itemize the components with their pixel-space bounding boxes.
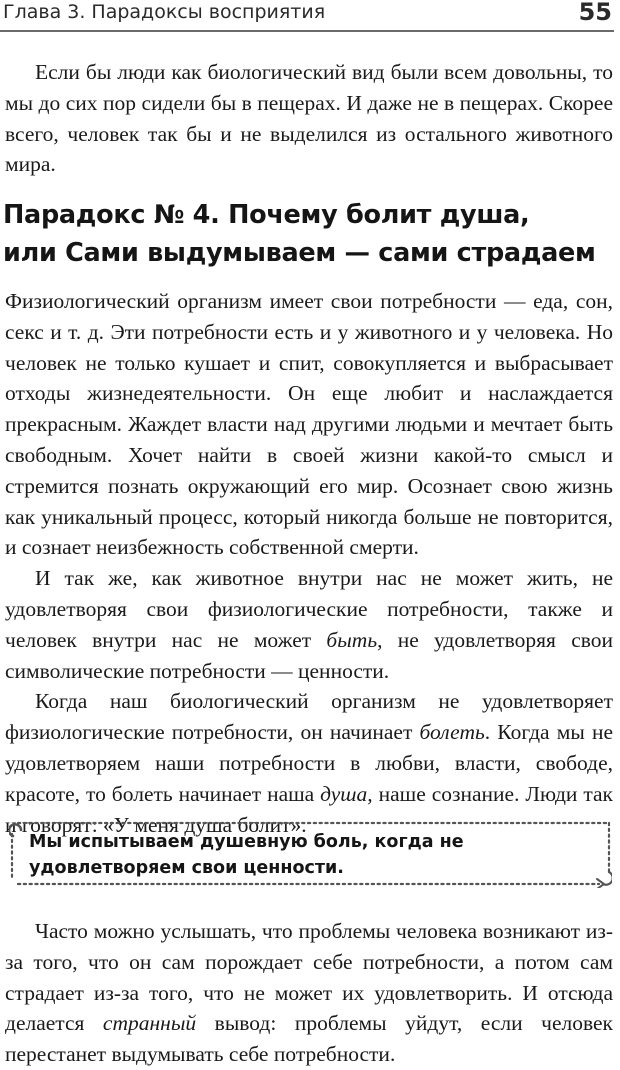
emphasis-byt: быть: [326, 627, 378, 652]
body-paragraph-1: Физиологический организм имеет свои потребности — еда, сон, секс и т. д. Эти потребности есть и у животного и у человека. Но человек не только кушает и спит, совокупляется и выбрасывает отходы жизнедеятельности. Он еще любит и наслаждается прекрасным. Жаждет власти над другими людьми и мечтает быть свободным. Хочет найти в своей жизни какой-то смысл и стремится познать окружающий его мир. Осознает свою жизнь как уникальный процесс, который никогда больше не повторится, и сознает неизбежность собственной смерти.: [5, 289, 613, 560]
emphasis-strannyy: странный: [102, 1011, 197, 1036]
heading-line-1: Парадокс № 4. Почему болит душа,: [3, 200, 530, 230]
closing-part-a: Часто можно услышать, что проблемы человека возникают из-за того, что он сам порождает себе потребности, а потом сам страдает из-за того, что не может их удовлетворить. И отсюда делается: [5, 919, 613, 1036]
section-heading: [3, 196, 615, 272]
emphasis-dusha: душа,: [320, 781, 373, 806]
header-rule: [0, 30, 614, 32]
callout-text: Мы испытываем душевную боль, когда не удовлетворяем свои ценности.: [29, 832, 464, 878]
body-paragraph-2: [5, 563, 613, 686]
body-paragraph-3-part-c: наше сознание. Люди так и говорят: «У меня душа болит».: [5, 781, 613, 837]
callout-box: [9, 820, 612, 888]
closing-paragraph: [5, 916, 613, 1070]
running-header: [0, 0, 620, 36]
body-paragraph-3-part-a: Когда наш биологический организм не удовлетворяет физиологические потребности, он начинает: [5, 689, 613, 745]
chapter-title: Глава 3. Парадоксы восприятия: [3, 1, 326, 23]
page-number: 55: [578, 0, 612, 26]
body-paragraph-2-part-b: , не удовлетворяя свои символические потребности — ценности.: [5, 627, 614, 683]
emphasis-bolet: болеть: [419, 720, 485, 745]
heading-line-2: или Сами выдумываем — сами страдаем: [3, 238, 596, 268]
closing-part-b: вывод: проблемы уйдут, если человек перестанет выдумывать себе потребности.: [5, 1011, 613, 1067]
body-text: [5, 286, 613, 840]
body-paragraph-3: [5, 686, 613, 840]
closing-text: [5, 916, 613, 1070]
body-paragraph-2-part-a: И так же, как животное внутри нас не может жить, не удовлетворяя свои физиологические потребности, также и человек внутри нас не может: [5, 566, 613, 652]
intro-text: [5, 57, 613, 180]
intro-paragraph: Если бы люди как биологический вид были всем довольны, то мы до сих пор сидели бы в пещерах. И даже не в пещерах. Скорее всего, человек так бы и не выделился из остального животного мира.: [5, 60, 613, 177]
body-paragraph-3-part-b: . Когда мы не удовлетворяем наши потребности в любви, власти, свободе, красоте, то болеть начинает наша: [5, 720, 613, 806]
